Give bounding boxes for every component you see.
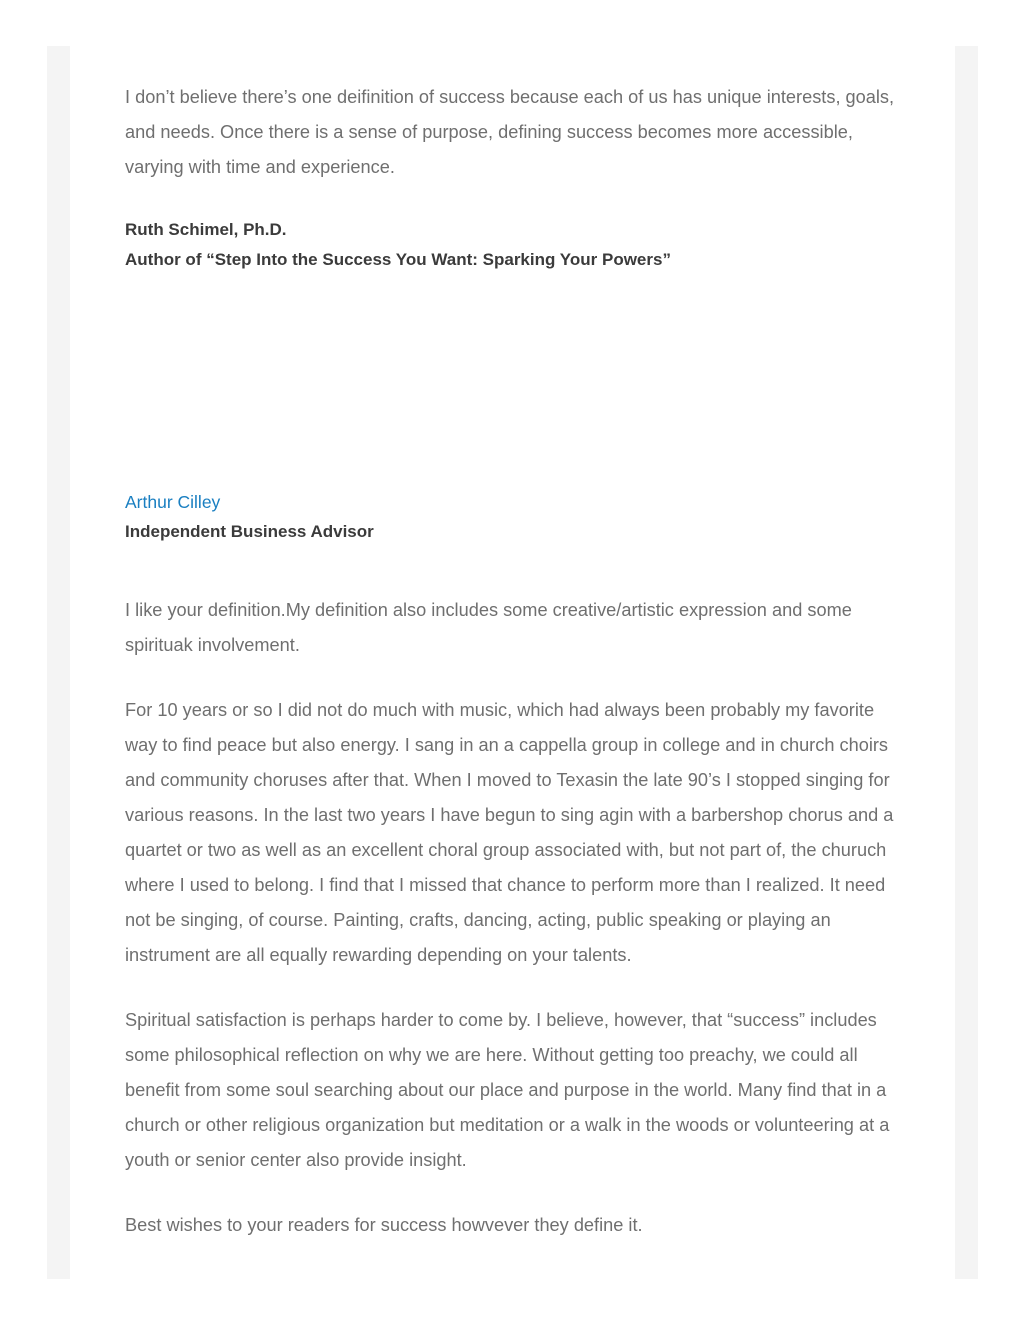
comment-header — [125, 487, 905, 547]
comment-paragraph: For 10 years or so I did not do much with music, which had always been probably my favorite way to find peace but also energy. I sang in an a cappella group in college and in church choirs and community choruses after that. When I moved to Texasin the late 90’s I stopped singing for various reasons. In the last two years I have begun to sing agin with a barbershop chorus and a quartet or two as well as an excellent choral group associated with, but not part of, the churuch where I used to belong. I find that I missed that chance to perform more than I realized. It need not be singing, of course. Painting, crafts, dancing, acting, public speaking or playing an instrument are all equally rewarding depending on your talents. — [125, 700, 894, 965]
quote-text: I don’t believe there’s one deifinition of success because each of us has unique interests, goals, and needs. Once there is a sense of purpose, defining success becomes more accessible, varying with time and experience. — [125, 87, 895, 177]
comment-author-title: Independent Business Advisor — [125, 522, 374, 541]
comment-author-link[interactable]: Arthur Cilley — [125, 492, 221, 512]
left-page-gutter — [47, 46, 70, 1279]
quote-author-role: Author of “Step Into the Success You Want: Sparking Your Powers” — [125, 250, 671, 269]
quote-signature — [125, 215, 905, 275]
article-content — [125, 80, 905, 1243]
quote-author: Ruth Schimel, Ph.D. — [125, 220, 287, 239]
comment-body — [125, 593, 905, 1243]
comment-paragraph: I like your definition.My definition also includes some creative/artistic expression and some spirituak involvement. — [125, 600, 852, 655]
comment-paragraph: Spiritual satisfaction is perhaps harder to come by. I believe, however, that “success” includes some philosophical reflection on why we are here. Without getting too preachy, we could all benefit from some soul searching about our place and purpose in the world. Many find that in a church or other religious organization but meditation or a walk in the woods or volunteering at a youth or senior center also provide insight. — [125, 1010, 890, 1170]
right-page-gutter — [955, 46, 978, 1279]
comment-paragraph: Best wishes to your readers for success howvever they define it. — [125, 1215, 643, 1235]
